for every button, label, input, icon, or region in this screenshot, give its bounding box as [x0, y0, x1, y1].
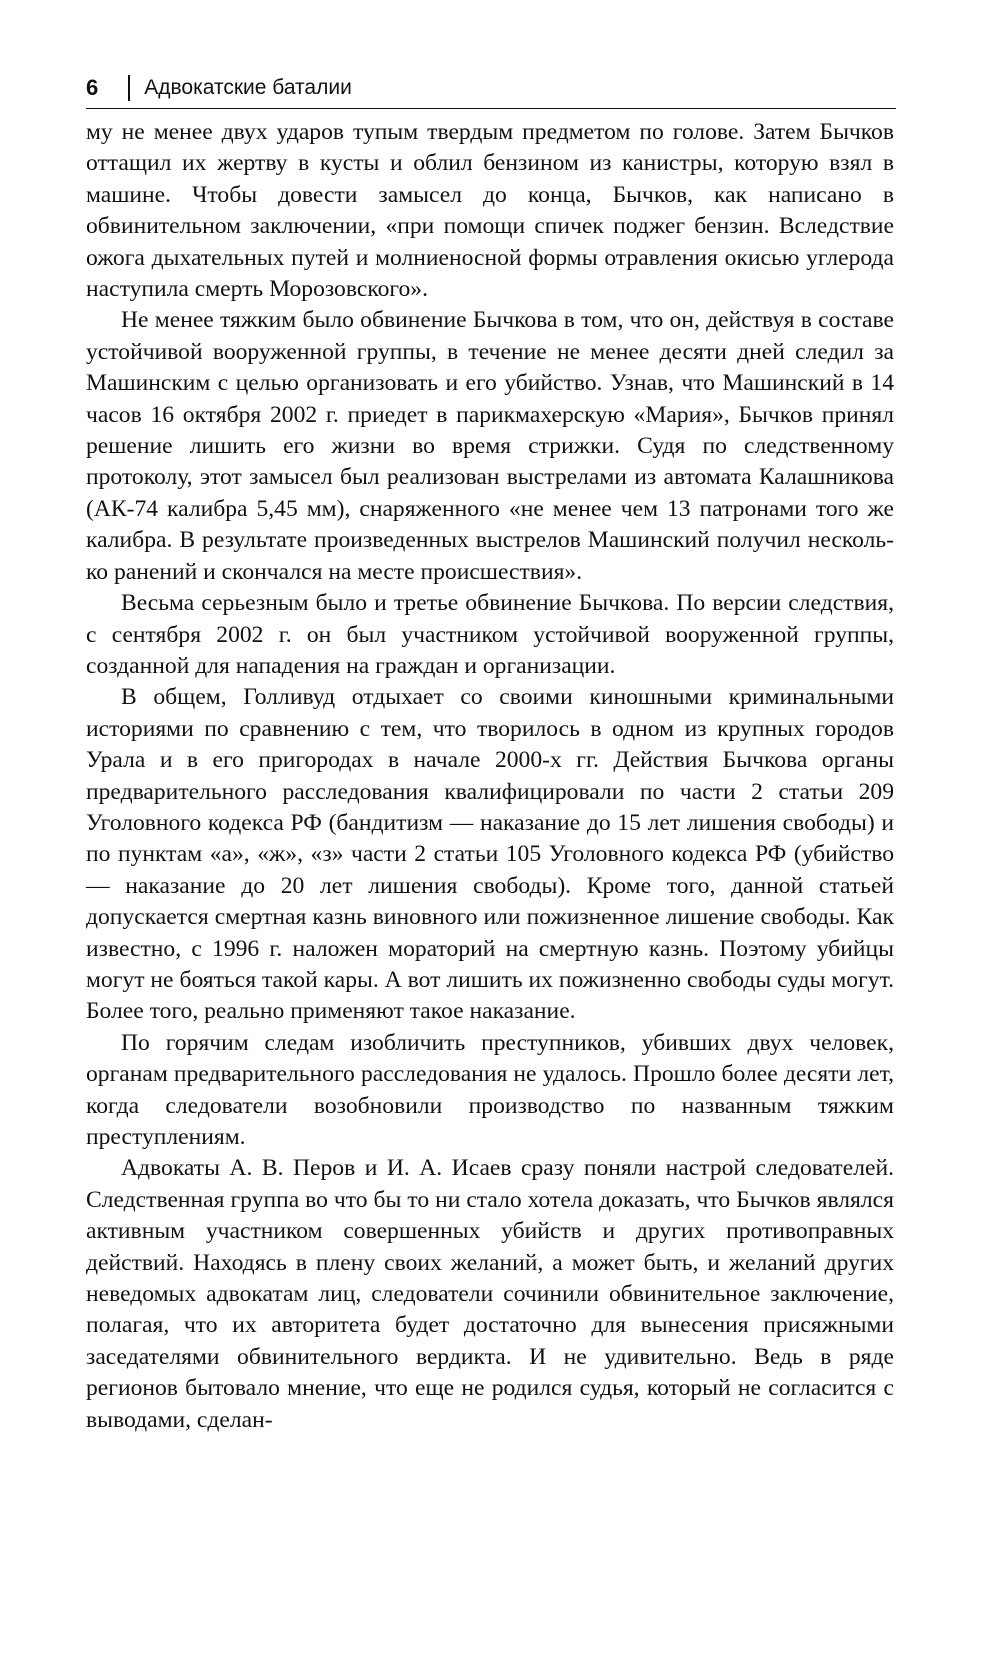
paragraph-2: Не менее тяжким было обвинение Бычкова в том, что он, действуя в составе устойчивой вооруженной группы, в течение не менее десяти дней следил за Машинским с целью организовать и его убийство. Узнав, что Машинский в 14 часов 16 октября 2002 г. приедет в парикмахерскую «Мария», Бычков принял решение лишить его жизни во время стрижки. Судя по следственному протоколу, этот замысел был реализован выстрелами из автомата Калашникова (АК-74 калибра 5,45 мм), снаряженного «не менее чем 13 патронами того же калибра. В результате произведенных выстрелов Машинский получил несколько ранений и скончался на месте происшествия».: [86, 307, 894, 585]
running-header: [86, 70, 896, 106]
paragraph-1: му не менее двух ударов тупым твердым предметом по голове. Затем Бычков оттащил их жертву в кусты и облил бензином из канистры, которую взял в машине. Чтобы довести замысел до конца, Бычков, как написано в обвинительном заключении, «при помощи спичек поджег бензин. Вследствие ожога дыхательных путей и молниеносной формы отравления окисью углерода наступила смерть Морозовского».: [86, 119, 894, 303]
paragraph-5: По горячим следам изобличить преступников, убивших двух человек, органам предварительного расследования не удалось. Прошло более десяти лет, когда следователи возобновили производство по названным тяжким преступлениям.: [86, 1029, 894, 1150]
body-text: [86, 117, 894, 1436]
paragraph-4: В общем, Голливуд отдыхает со своими киношными криминальными историями по сравнению с тем, что творилось в одном из крупных городов Урала и в его пригородах в начале 2000-х гг. Действия Бычкова органы предварительного расследования квалифицировали по части 2 статьи 209 Уголовного кодекса РФ (бандитизм — наказание до 15 лет лишения свободы) и по пунктам «а», «ж», «з» части 2 статьи 105 Уголовного кодекса РФ (убийство — наказание до 20 лет лишения свободы). Кроме того, данной статьей допускается смертная казнь виновного или пожизненное лишение свободы. Как известно, с 1996 г. наложен мораторий на смертную казнь. Поэтому убийцы могут не бояться такой кары. А вот лишить их пожизненно свободы суды могут. Более того, реально применяют такое наказание.: [86, 684, 894, 1025]
header-separator: [128, 75, 130, 101]
header-rule: [86, 108, 896, 109]
running-title: Адвокатские баталии: [144, 76, 352, 99]
paragraph-6: Адвокаты А. В. Перов и И. А. Исаев сразу поняли настрой следователей. Следственная группа во что бы то ни стало хотела доказать, что Бычков являлся активным участником совершенных убийств и других противоправных действий. Находясь в плену своих желаний, а может быть, и желаний других неведомых адвокатам лиц, следователи сочинили обвинительное заключение, полагая, что их авторитета будет достаточно для вынесения присяжными заседателями обвинительного вердикта. И не удивительно. Ведь в ряде регионов бытовало мнение, что еще не родился судья, который не согласится с выводами, сделан-: [86, 1155, 894, 1433]
page-number: 6: [86, 75, 99, 100]
paragraph-3: Весьма серьезным было и третье обвинение Бычкова. По версии следствия, с сентября 2002 г. он был участником устойчивой вооруженной группы, созданной для нападения на граждан и организации.: [86, 590, 894, 679]
